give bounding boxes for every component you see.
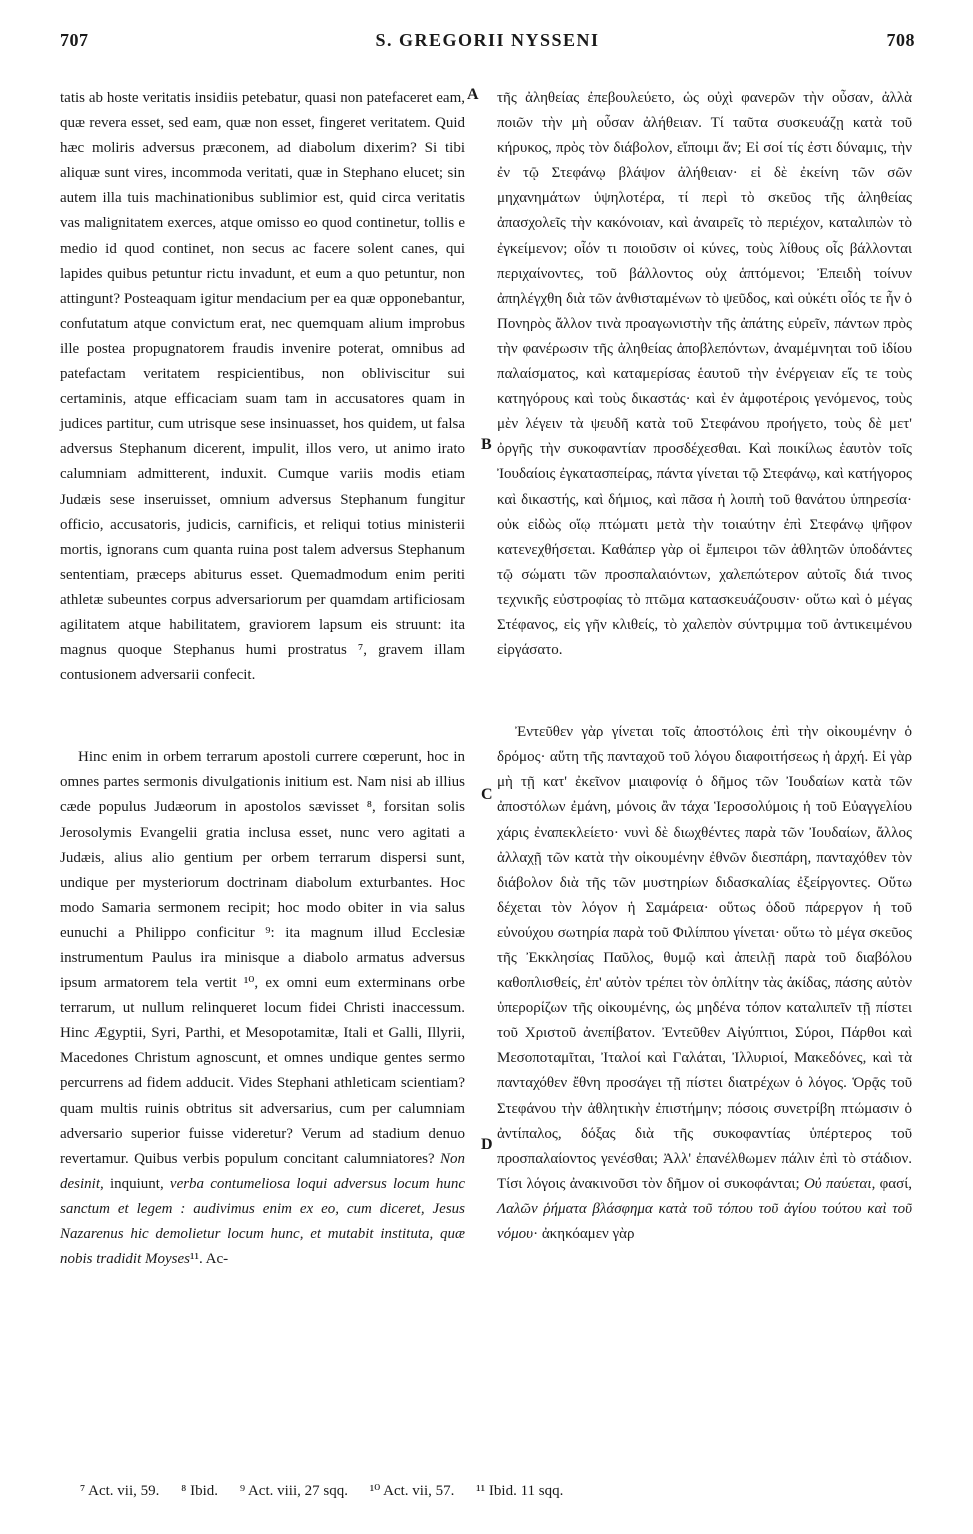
footnote: ¹¹ Ibid. 11 sqq. — [476, 1483, 564, 1499]
latin-paragraph-2 — [60, 745, 465, 1272]
greek-text: · ἀκηκόαμεν γὰρ — [533, 1226, 635, 1243]
footnote: ⁹ Act. viii, 27 sqq. — [239, 1483, 348, 1499]
latin-text: Hinc enim in orbem terrarum apostoli currere cœperunt, hoc in omnes partes sermonis divulgationis initium est. Nam nisi ab illius cæde populus Judæorum in apostolos sævisset ⁸, forsitan solis Jerosolymis Evangelii gratia inclusa esset, nunc vero agitati a Judæis, alius alio gentium per orbem terrarum dispersi sunt, undique per mysteriorum doctrinam diabolum exturbantes. Hoc modo Samaria sermonem recipit; hoc modo obiter in via salus eunuchi a Philippo conficitur ⁹: ita magnum illud Ecclesiæ instrumentum Paulus ira minisque a diabolo armatus adversus ipsum armatorem tela vertit ¹⁰, ex omni eum exterminans orbe terrarum, ut nullum relinqueret locum fidei Christi inaccessum. Hinc Ægyptii, Syri, Parthi, et Mesopotamitæ, Itali et Galli, Illyrii, Macedones Christum agnoscunt, et omnes undique gentes sermo percurrens ad fidem adducit. Vides Stephani athleticam scientiam? quam multis ruinis obtritus sit adversarius, cum per calumniam adversario superior fuisse videretur? Verum ad stadium denuo revertamur. Quibus verbis populum concitant calumniatores? — [60, 749, 465, 1167]
running-title: S. GREGORII NYSSENI — [375, 30, 600, 50]
greek-paragraph-1: τῆς ἀληθείας ἐπεβουλεύετο, ὡς οὐχὶ φανερῶν τὴν οὖσαν, ἀλλὰ ποιῶν τὴν μὴ οὖσαν ἀλήθειαν. Τί ταῦτα συσκευάζῃ κατὰ τοῦ κήρυκος, πρὸς τὸν διάβολον, εἴποιμι ἄν; Εἰ σοί τίς ἐστι δύναμις, τὴν ἐν τῷ Στεφάνῳ βλάψον ἀλήθειαν· εἰ δὲ ἐκείνη τῶν σῶν μηχανημάτων ὑψηλοτέρα, τί περὶ τὸ σκεῦος τῆς ἀληθείας ἀπασχολεῖς τὴν κακόνοιαν, καὶ ἀναιρεῖς τὸ περιέχον, καταλιπὼν τὸ ἐγκείμενον; οἷόν τι ποιοῦσιν οἱ κύνες, τοὺς λίθους οἷς βάλλονται περιχαίνοντες, τοῦ βάλλοντος οὐχ ἁπτόμενοι; Ἐπειδὴ τοίνυν ἀπηλέγχθη διὰ τῶν ἀνθισταμένων τὸ ψεῦδος, καὶ οὐκέτι οἷός τε ἦν ὁ Πονηρὸς ἄλλον τινὰ προαγωνιστὴν τῆς ἀπάτης εὑρεῖν, πάντων πρὸς τὴν φανέρωσιν τῆς ἀληθείας ἀποβλεπόντων, ἀναμέμνηται τοῦ ἰδίου παλαίσματος, καὶ καταμερίσας ἑαυτοῦ τὴν ἐνέργειαν εἴς τε τοὺς κατηγόρους καὶ τοὺς δικαστάς· καὶ ἐν ἀμφοτέροις γενόμενος, τοὺς μὲν λέγειν τὰ ψευδῆ κατὰ τοῦ Στεφάνου προήγετο, τοὺς δὲ μετ' ὀργῆς τὴν συκοφαντίαν προσδέχεσθαι. Καὶ ποικίλως ἑαυτὸν τοῖς Ἰουδαίοις ἐγκατασπείρας, πάντα γίνεται τῷ Στεφάνῳ, καὶ κατήγορος καὶ δικαστής, καὶ δήμιος, καὶ πᾶσα ἡ λοιπὴ τοῦ θανάτου ὑπηρεσία· οὐκ εἰδὼς οἵῳ πτώματι μετὰ τὴν τοιαύτην ἐπὶ Στεφάνῳ ψῆφον κατενεχθήσεται. Καθάπερ γὰρ οἱ ἔμπειροι τῶν ἀθλητῶν ὑποδάντες τῷ σώματι τῶν προσπαλαιόντων, χαλεπώτερον αὐτοῖς διά τινος τεχνικῆς εὐστροφίας τὸ πτῶμα κατασκευάζουσιν· οὕτω καὶ ὁ μέγας Στέφανος, εἰς γῆν κλιθείς, τὸ χαλεπὸν σύντριμμα τοῦ ἀντικειμένου εἰργάσατο. — [497, 90, 912, 659]
greek-column — [497, 86, 912, 1247]
latin-text: ¹¹. Ac- — [190, 1251, 229, 1268]
footnote: ¹⁰ Act. vii, 57. — [369, 1483, 455, 1499]
section-marker-a: A — [467, 86, 479, 103]
page-number-right: 708 — [886, 30, 915, 50]
latin-column — [60, 86, 465, 1272]
page-header — [60, 30, 915, 56]
greek-text: Ἐντεῦθεν γὰρ γίνεται τοῖς ἀποστόλοις ἐπὶ τὴν οἰκουμένην ὁ δρόμος· αὕτη τῆς πανταχοῦ τοῦ λόγου διαφοιτήσεως ἡ ἀρχή. Εἰ γὰρ μὴ τῇ κατ' ἐκεῖνον μιαιφονίᾳ ὁ δῆμος τῶν Ἰουδαίων κατὰ τῶν ἀποστόλων ἐμάνη, μόνοις ἂν τάχα Ἱεροσολύμοις ἡ τοῦ Εὐαγγελίου χάρις ἐναπεκλείετο· νυνὶ δὲ διωχθέντες παρὰ τῶν Ἰουδαίων, ἄλλος ἀλλαχῇ τῶν κατὰ τὴν οἰκουμένην ἐθνῶν διεσπάρη, πανταχόθεν τὸν διάβολον διὰ τῆς τῶν μυστηρίων διδασκαλίας ἐξείργοντες. Οὕτω δέχεται τὸν λόγον ἡ Σαμάρεια· οὕτως ὁδοῦ πάρεργον ἡ τοῦ εὐνούχου σωτηρία παρὰ τοῦ Φιλίππου γίνεται· οὕτω τὸ μέγα σκεῦος τῆς Ἐκκλησίας Παῦλος, θυμῷ καὶ ἀπειλῇ παρὰ τοῦ διαβόλου καθοπλισθείς, ἐπ' αὐτὸν τρέπει τὸν ὁπλίτην τὰς ἀκίδας, πάσης αὐτὸν ὑπερορίζων τῆς οἰκουμένης, ὡς μηδένα τόπον καταλιπεῖν τῇ πίστει τοῦ Χριστοῦ ἀνεπίβατον. Ἐντεῦθεν Αἰγύπτιοι, Σύροι, Πάρθοι καὶ Μεσοποταμῖται, Ἰταλοί καὶ Γαλάται, Ἰλλυριοί, Μακεδόνες, καὶ τὰ πανταχόθεν ἔθνη προσάγει τῇ πίστει διατρέχων ὁ λόγος. Ὁρᾷς τοῦ Στεφάνου τὴν ἀθλητικὴν ἐπιστήμην; πόσοις συνετρίβη πτώμασιν ὁ ἀντίπαλος, δόξας διὰ τῆς συκοφαντίας ὑπέρτερος τοῦ προσπαλαίοντος γενέσθαι; Ἀλλ' ἐπανέλθωμεν πάλιν ἐπὶ τὸ στάδιον. Τίσι λόγοις ἀνακινοῦσι τὸν δῆμον οἱ συκοφάνται; — [497, 724, 912, 1192]
latin-text: , inquiunt, — [100, 1175, 170, 1192]
footnote: ⁷ Act. vii, 59. — [80, 1483, 160, 1499]
greek-paragraph-2 — [497, 720, 912, 1247]
section-marker-c: C — [481, 786, 493, 803]
latin-paragraph-1: tatis ab hoste veritatis insidiis petebatur, quasi non patefaceret eam, quæ revera esset, sed eam, quæ non esset, fingeret veritatem. Quid hæc moliris adversus præconem, ad diabolum dixerim? Si tibi aliquæ sunt vires, incommoda veritati, quæ in Stephano elucet; sin autem illa tuis machinationibus sublimior est, quid circa veritatis vas malignitatem exerces, atque omisso eo quod continetur, tollis e medio id quod continet, non secus ac facere solent canes, qui lapides quibus petuntur rictu invadunt, et eum a quo petuntur, non attingunt? Posteaquam igitur mendacium per ea quæ opponebantur, confutatum atque convictum erat, nec quemquam alium improbus ille postea propugnatorem fraudis invenire poterat, omnibus ad patefactam veritatem respicientibus, non obliviscitur sui certaminis, atque efficaciam suam tam in accusatores quam in judices partitur, cum utrisque sese insinuasset, hos quidem, ut falsa adversus Stephanum dicerent, impulit, illos vero, ut animo irato calumniam admitterent, induxit. Cumque variis modis etiam Judæis sese inseruisset, omnium adversus Stephanum fungitur officio, accusatoris, judicis, carnificis, et reliqui totius ministerii mortis, ignorans cum quanta ruina post talem adversus Stephanum sententiam, præceps abiturus esset. Quemadmodum enim periti athletæ subeuntes corpus adversariorum per quamdam artificiosam agilitatem atque habilitatem, graviorem lapsum eis struunt: ita magnus quoque Stephanus humi prostratus ⁷, gravem illam contusionem adversarii confecit. — [60, 90, 465, 684]
latin-quote: Non desinit — [60, 1150, 465, 1192]
section-marker-b: B — [481, 436, 492, 453]
greek-quote: Λαλῶν ῥήματα βλάσφημα κατὰ τοῦ τόπου τοῦ ἁγίου τούτου καὶ τοῦ νόμου — [497, 1200, 912, 1243]
greek-text: , φασί, — [871, 1175, 913, 1192]
greek-quote: Οὐ παύεται — [803, 1175, 872, 1192]
footnotes — [80, 1481, 581, 1500]
footnote: ⁸ Ibid. — [181, 1483, 219, 1499]
paragraph-gap — [60, 688, 465, 745]
paragraph-gap — [497, 663, 912, 720]
latin-quote: verba contumeliosa loqui adversus locum hunc sanctum et legem : audivimus enim ex eo, cum diceret, Jesus Nazarenus hic demolietur locum hunc, et mutabit instituta, quæ nobis tradidit Moyses — [60, 1175, 465, 1268]
page-number-left: 707 — [60, 30, 89, 50]
section-marker-d: D — [481, 1136, 493, 1153]
